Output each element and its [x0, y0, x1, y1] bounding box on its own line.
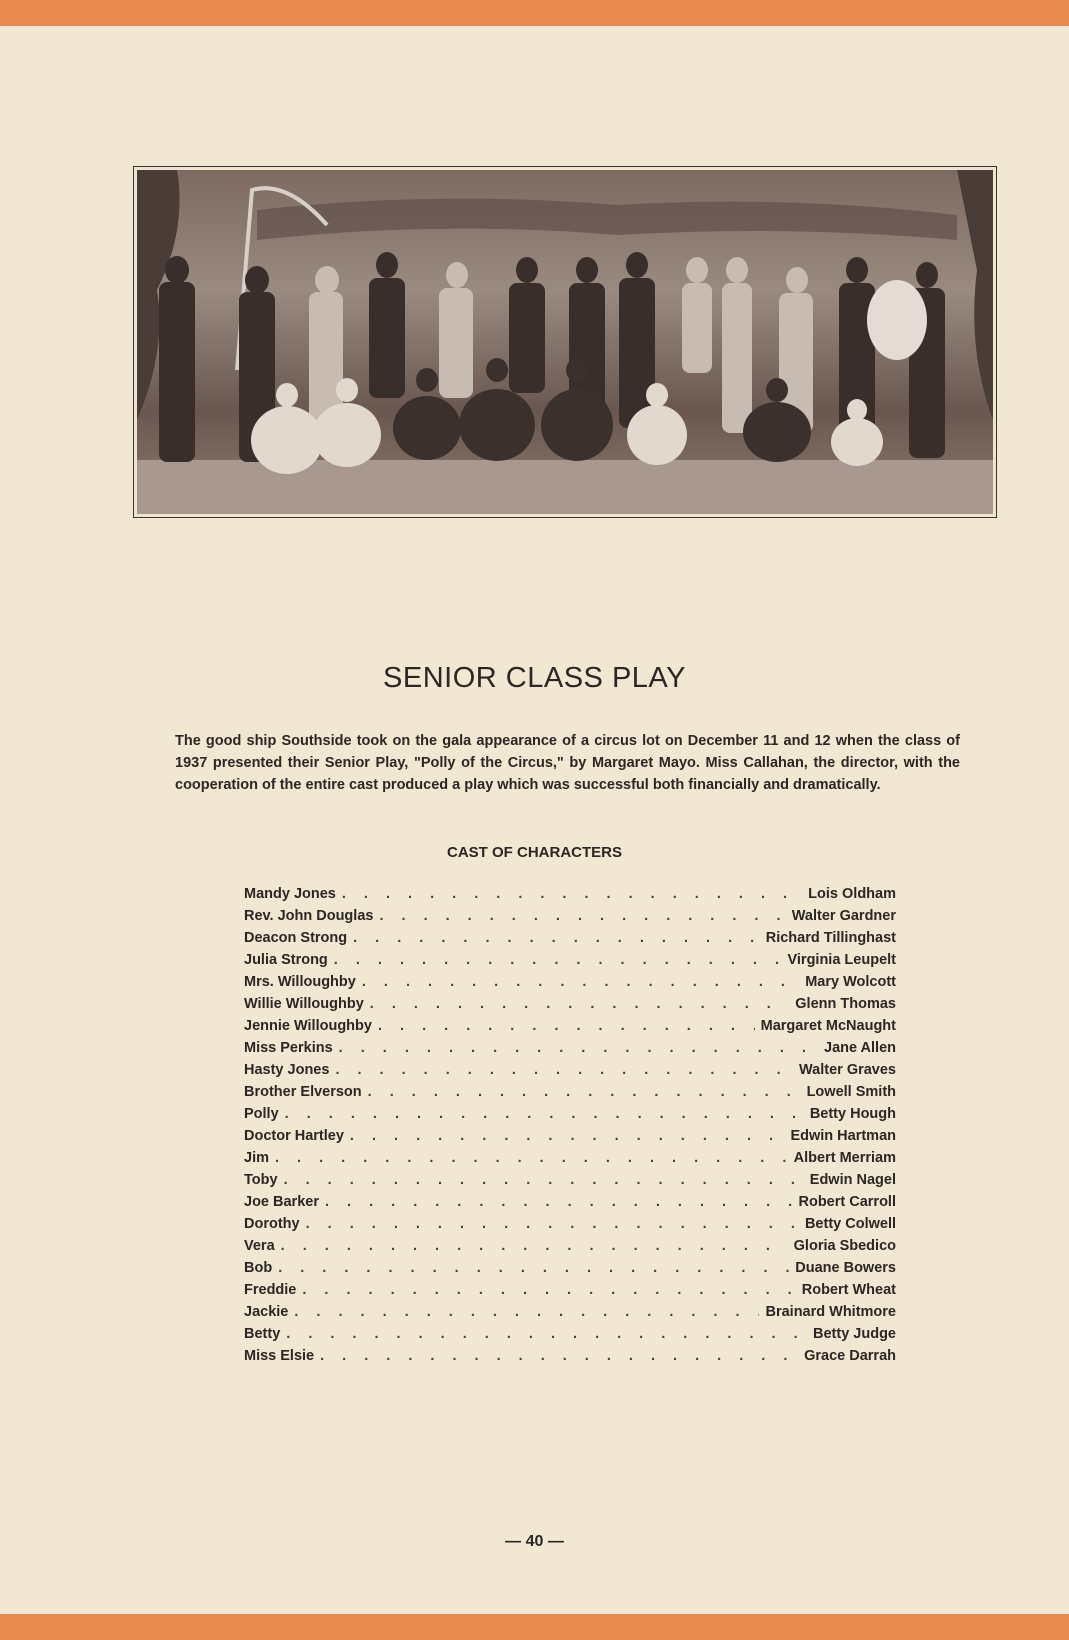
cast-role: Jennie Willoughby	[244, 1018, 372, 1034]
cast-row	[244, 1194, 896, 1216]
cast-role: Brother Elverson	[244, 1084, 362, 1100]
leader-dots	[368, 1084, 801, 1100]
cast-actor: Albert Merriam	[793, 1150, 896, 1166]
cast-role: Miss Perkins	[244, 1040, 333, 1056]
top-border	[0, 0, 1069, 26]
cast-role: Toby	[244, 1172, 278, 1188]
bottom-border	[0, 1614, 1069, 1640]
cast-actor: Betty Judge	[813, 1326, 896, 1342]
cast-actor: Jane Allen	[824, 1040, 896, 1056]
cast-row	[244, 1348, 896, 1370]
cast-row	[244, 886, 896, 908]
cast-role: Hasty Jones	[244, 1062, 330, 1078]
cast-row	[244, 1238, 896, 1260]
cast-row	[244, 974, 896, 996]
cast-row	[244, 1128, 896, 1150]
cast-role: Freddie	[244, 1282, 297, 1298]
cast-row	[244, 996, 896, 1018]
cast-row	[244, 1326, 896, 1348]
leader-dots	[378, 1018, 755, 1034]
cast-role: Betty	[244, 1326, 281, 1342]
leader-dots	[294, 1304, 759, 1320]
cast-row	[244, 930, 896, 952]
leader-dots	[320, 1348, 798, 1364]
cast-actor: Brainard Whitmore	[765, 1304, 896, 1320]
cast-photo-image	[137, 170, 993, 514]
leader-dots	[362, 974, 799, 990]
cast-actor: Walter Gardner	[791, 908, 896, 924]
leader-dots	[284, 1172, 804, 1188]
cast-role: Miss Elsie	[244, 1348, 315, 1364]
cast-row	[244, 1150, 896, 1172]
cast-role: Mandy Jones	[244, 886, 336, 902]
cast-row	[244, 1084, 896, 1106]
cast-row	[244, 1260, 896, 1282]
leader-dots	[379, 908, 785, 924]
leader-dots	[353, 930, 760, 946]
cast-actor: Duane Bowers	[795, 1260, 896, 1276]
leader-dots	[342, 886, 802, 902]
page-number: — 40 —	[505, 1533, 564, 1550]
cast-actor: Betty Hough	[809, 1106, 896, 1122]
cast-actor: Mary Wolcott	[805, 974, 896, 990]
leader-dots	[285, 1106, 804, 1122]
cast-role: Vera	[244, 1238, 275, 1254]
cast-actor: Grace Darrah	[804, 1348, 896, 1364]
cast-actor: Walter Graves	[799, 1062, 896, 1078]
cast-actor: Lois Oldham	[808, 886, 896, 902]
leader-dots	[335, 1062, 793, 1078]
cast-role: Polly	[244, 1106, 279, 1122]
leader-dots	[306, 1216, 799, 1232]
cast-row	[244, 952, 896, 974]
leader-dots	[339, 1040, 818, 1056]
cast-row	[244, 1040, 896, 1062]
cast-actor: Richard Tillinghast	[765, 930, 896, 946]
intro-paragraph: The good ship Southside took on the gala appearance of a circus lot on December 11 and 12 when the class of 1937 presented their Senior Play, "Polly of the Circus," by Margaret Mayo. Miss Callahan, the director, with the cooperation of the entire cast produced a play which was successful both financially and dramatically.	[175, 733, 960, 793]
cast-row	[244, 908, 896, 930]
cast-role: Mrs. Willoughby	[244, 974, 356, 990]
cast-role: Jim	[244, 1150, 269, 1166]
leader-dots	[281, 1238, 788, 1254]
cast-row	[244, 1282, 896, 1304]
leader-dots	[350, 1128, 785, 1144]
cast-heading: CAST OF CHARACTERS	[447, 844, 622, 861]
cast-role: Willie Willoughby	[244, 996, 364, 1012]
cast-role: Deacon Strong	[244, 930, 348, 946]
leader-dots	[286, 1326, 807, 1342]
page-title: SENIOR CLASS PLAY	[383, 662, 686, 694]
leader-dots	[334, 952, 782, 968]
cast-row	[244, 1172, 896, 1194]
cast-role: Rev. John Douglas	[244, 908, 374, 924]
cast-row	[244, 1062, 896, 1084]
cast-actor: Robert Wheat	[801, 1282, 896, 1298]
cast-row	[244, 1216, 896, 1238]
cast-actor: Glenn Thomas	[795, 996, 896, 1012]
cast-actor: Edwin Nagel	[809, 1172, 896, 1188]
cast-role: Joe Barker	[244, 1194, 319, 1210]
leader-dots	[275, 1150, 788, 1166]
cast-actor: Robert Carroll	[798, 1194, 896, 1210]
cast-role: Jackie	[244, 1304, 289, 1320]
leader-dots	[278, 1260, 789, 1276]
cast-role: Julia Strong	[244, 952, 328, 968]
cast-actor: Edwin Hartman	[790, 1128, 896, 1144]
cast-actor: Gloria Sbedico	[793, 1238, 896, 1254]
cast-actor: Betty Colwell	[804, 1216, 896, 1232]
leader-dots	[302, 1282, 795, 1298]
leader-dots	[325, 1194, 793, 1210]
cast-role: Doctor Hartley	[244, 1128, 344, 1144]
cast-actor: Lowell Smith	[806, 1084, 896, 1100]
cast-list	[244, 886, 896, 1370]
cast-row	[244, 1018, 896, 1040]
cast-actor: Virginia Leupelt	[787, 952, 896, 968]
cast-photo	[133, 166, 997, 518]
cast-row	[244, 1106, 896, 1128]
cast-row	[244, 1304, 896, 1326]
cast-actor: Margaret McNaught	[760, 1018, 896, 1034]
leader-dots	[370, 996, 790, 1012]
cast-role: Bob	[244, 1260, 273, 1276]
cast-role: Dorothy	[244, 1216, 300, 1232]
